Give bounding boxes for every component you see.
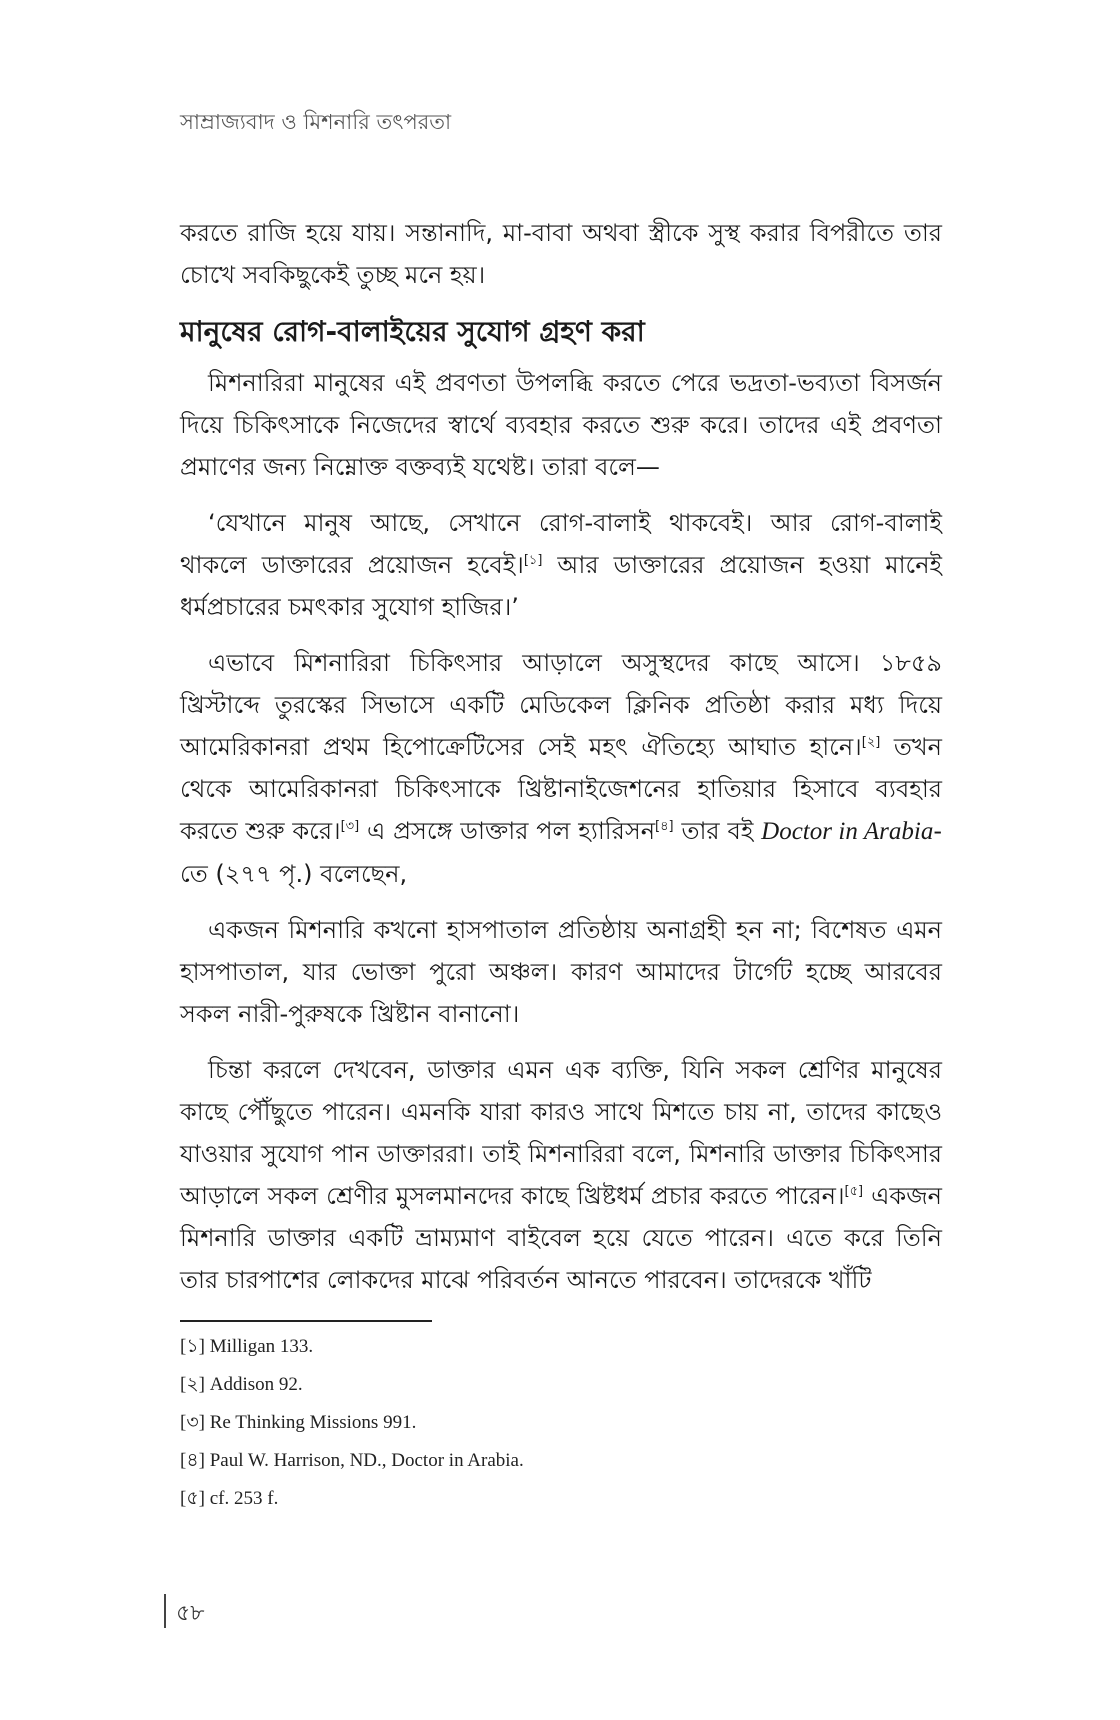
p6-text-b: একজন মিশনারি ডাক্তার একটি ভ্রাম্যমাণ বাইবেল হয়ে যেতে পারেন। এতে করে তিনি তার চারপাশের লোকদের মাঝে পরিবর্তন আনতে পারবেন। তাদেরকে খাঁটি (180, 1182, 942, 1294)
paragraph-1: করতে রাজি হয়ে যায়। সন্তানাদি, মা-বাবা অথবা স্ত্রীকে সুস্থ করার বিপরীতে তার চোখে সবকিছুকেই তুচ্ছ মনে হয়। (180, 219, 942, 289)
footnote-ref-4: [৪] (655, 819, 674, 834)
footnote-4: [৪] Paul W. Harrison, ND., Doctor in Arabia. (180, 1450, 524, 1471)
footnote-ref-3: [৩] (340, 819, 360, 834)
paragraph-6 (180, 1049, 942, 1301)
paragraph-4 (180, 642, 942, 895)
p4-text-b: তখন থেকে আমেরিকানরা চিকিৎসাকে খ্রিষ্টানাইজেশনের হাতিয়ার হিসাবে ব্যবহার করতে শুরু করে। (180, 733, 943, 845)
footnote-5: [৫] cf. 253 f. (180, 1488, 279, 1509)
p4-text-d: তার বই (673, 817, 762, 845)
body-text (180, 212, 942, 1315)
quote-text-a: ‘যেখানে মানুষ আছে, সেখানে রোগ-বালাই থাকবেই। আর রোগ-বালাই থাকলে ডাক্তারের প্রয়োজন হবেই। (180, 509, 942, 579)
p6-text-a: চিন্তা করলে দেখবেন, ডাক্তার এমন এক ব্যক্তি, যিনি সকল শ্রেণির মানুষের কাছে পৌঁছুতে পারেন। এমনকি যারা কারও সাথে মিশতে চায় না, তাদের কাছেও যাওয়ার সুযোগ পান ডাক্তাররা। তাই মিশনারিরা বলে, মিশনারি ডাক্তার চিকিৎসার আড়ালে সকল শ্রেণীর মুসলমানদের কাছে খ্রিষ্টধর্ম প্রচার করতে পারেন। (180, 1056, 942, 1210)
footnote-2: [২] Addison 92. (180, 1374, 303, 1395)
section-heading: মানুষের রোগ-বালাইয়ের সুযোগ গ্রহণ করা (180, 315, 645, 348)
running-header: সাম্রাজ্যবাদ ও মিশনারি তৎপরতা (180, 110, 452, 134)
quote-text-b: আর ডাক্তারের প্রয়োজন হওয়া মানেই ধর্মপ্রচারের চমৎকার সুযোগ হাজির।’ (180, 551, 942, 621)
footnote-divider (180, 1320, 432, 1322)
footnote-1: [১] Milligan 133. (180, 1336, 314, 1357)
footnote-ref-5: [৫] (844, 1184, 864, 1199)
book-title: Doctor in Arabia (761, 818, 934, 845)
footnote-3: [৩] Re Thinking Missions 991. (180, 1412, 417, 1433)
p4-text-e: -তে (২৭৭ পৃ.) বলেছেন, (180, 817, 942, 888)
block-quote: একজন মিশনারি কখনো হাসপাতাল প্রতিষ্ঠায় অনাগ্রহী হন না; বিশেষত এমন হাসপাতাল, যার ভোক্তা পুরো অঞ্চল। কারণ আমাদের টার্গেট হচ্ছে আরবের সকল নারী-পুরুষকে খ্রিষ্টান বানানো। (180, 916, 942, 1028)
page-number: ৫৮ (176, 1601, 205, 1626)
p4-text-a: এভাবে মিশনারিরা চিকিৎসার আড়ালে অসুস্থদের কাছে আসে। ১৮৫৯ খ্রিস্টাব্দে তুরস্কের সিভাসে একটি মেডিকেল ক্লিনিক প্রতিষ্ঠা করার মধ্য দিয়ে আমেরিকানরা প্রথম হিপোক্রেটিসের সেই মহৎ ঐতিহ্যে আঘাত হানে। (180, 649, 942, 761)
paragraph-2: মিশনারিরা মানুষের এই প্রবণতা উপলব্ধি করতে পেরে ভদ্রতা-ভব্যতা বিসর্জন দিয়ে চিকিৎসাকে নিজেদের স্বার্থে ব্যবহার করতে শুরু করে। তাদের এই প্রবণতা প্রমাণের জন্য নিম্নোক্ত বক্তব্যই যথেষ্ট। তারা বলে— (180, 369, 942, 481)
footnote-ref-1: [১] (523, 553, 543, 568)
quote-paragraph (180, 502, 942, 628)
page-number-bar (164, 1594, 166, 1628)
footnote-ref-2: [২] (861, 735, 881, 750)
footnotes (180, 1328, 524, 1518)
p4-text-c: এ প্রসঙ্গে ডাক্তার পল হ্যারিসন (359, 817, 656, 845)
